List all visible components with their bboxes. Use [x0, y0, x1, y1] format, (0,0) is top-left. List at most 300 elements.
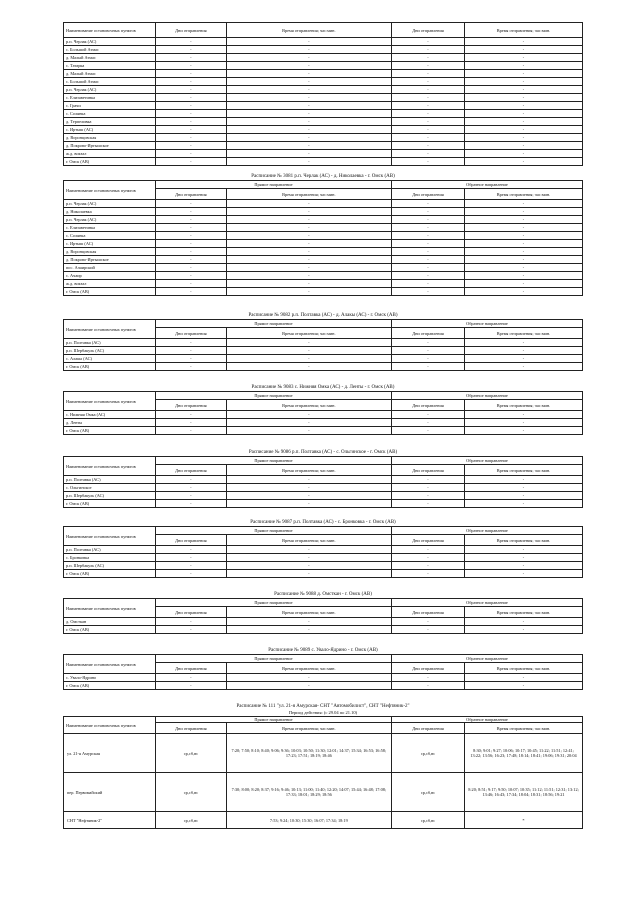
- forward-time: -: [226, 102, 391, 110]
- forward-time: -: [226, 232, 391, 240]
- table-header-row: [64, 457, 583, 465]
- schedule-table: [63, 391, 583, 435]
- forward-days: -: [156, 70, 227, 78]
- forward-time: -: [226, 264, 391, 272]
- backward-days: -: [391, 682, 464, 690]
- header-backward: Обратное направление: [391, 457, 582, 465]
- forward-time: -: [226, 142, 391, 150]
- stop-name: ж.д. вокзал: [64, 280, 156, 288]
- forward-time: -: [226, 492, 391, 500]
- backward-days: -: [391, 339, 464, 347]
- header-days-back: Дни отправления: [391, 723, 464, 734]
- forward-days: -: [155, 280, 226, 288]
- stop-name: г. Омск (АВ): [64, 500, 156, 508]
- backward-days: -: [391, 46, 464, 54]
- forward-days: -: [155, 570, 226, 578]
- forward-days: -: [155, 546, 226, 554]
- schedule-table: [63, 654, 583, 690]
- forward-days: ср,сб,вс: [155, 773, 226, 812]
- header-days: Дни отправления: [155, 465, 226, 476]
- forward-time: -: [226, 288, 391, 296]
- header-time: Время отправления; час:мин.: [226, 328, 391, 339]
- forward-time: -: [226, 272, 391, 280]
- header-stop: Наименование остановочных пунктов: [64, 23, 156, 38]
- backward-time: -: [465, 240, 583, 248]
- forward-time: -: [226, 419, 391, 427]
- stop-name: с. Солянка: [64, 110, 156, 118]
- table-row: [64, 150, 583, 158]
- forward-time: -: [226, 427, 391, 435]
- table-row: [64, 484, 583, 492]
- table-header-row: [64, 527, 583, 535]
- stop-name: г. Омск (АВ): [64, 288, 156, 296]
- schedule-block: [63, 449, 583, 508]
- table-row: [64, 240, 583, 248]
- stop-name: р.п. Шербакуль (АС): [64, 562, 156, 570]
- backward-time: -: [465, 427, 583, 435]
- header-days-back: Дни отправления: [391, 189, 464, 200]
- stop-name: с. Татарка: [64, 62, 156, 70]
- backward-days: -: [391, 256, 464, 264]
- forward-time: -: [226, 355, 391, 363]
- stop-name: с. Ольгинское: [64, 484, 156, 492]
- forward-days: -: [155, 200, 226, 208]
- forward-days: -: [156, 54, 227, 62]
- backward-days: -: [391, 562, 464, 570]
- stop-name: с. Большой Атмас: [64, 46, 156, 54]
- backward-days: -: [391, 78, 464, 86]
- stop-name: г. Омск (АВ): [64, 158, 156, 166]
- header-stop: Наименование остановочных пунктов: [64, 181, 156, 200]
- stop-name: с. Иртыш (АС): [64, 126, 156, 134]
- backward-days: -: [391, 355, 464, 363]
- forward-days: -: [155, 347, 226, 355]
- header-time-back: Время отправления; час:мин.: [465, 465, 583, 476]
- table-row: [64, 554, 583, 562]
- header-forward: Прямое направление: [155, 181, 391, 189]
- backward-time: -: [465, 682, 583, 690]
- stop-name: д. Малый Атмас: [64, 70, 156, 78]
- forward-time: -: [226, 38, 391, 46]
- forward-days: -: [155, 248, 226, 256]
- forward-days: -: [155, 427, 226, 435]
- forward-time: -: [226, 216, 391, 224]
- forward-time: -: [226, 546, 391, 554]
- forward-days: -: [155, 484, 226, 492]
- table-row: [64, 110, 583, 118]
- header-time-back: Время отправления; час:мин.: [465, 607, 583, 618]
- header-stop: Наименование остановочных пунктов: [64, 717, 156, 734]
- forward-time: -: [226, 339, 391, 347]
- schedule-title: Расписание № 9088 д. Омсткан - г. Омск (АВ): [274, 592, 372, 597]
- table-row: [64, 102, 583, 110]
- stop-name: д. Покрово-Иртышское: [64, 142, 156, 150]
- backward-days: -: [391, 347, 464, 355]
- header-time: Время отправления; час:мин.: [226, 465, 391, 476]
- header-backward: Обратное направление: [391, 717, 582, 723]
- table-row: [64, 142, 583, 150]
- stop-name: с. Нижняя Омка (АС): [64, 411, 156, 419]
- stop-name: д. Терпеливка: [64, 118, 156, 126]
- header-backward: Обратное направление: [391, 392, 582, 400]
- backward-days: -: [391, 554, 464, 562]
- table-row: [64, 232, 583, 240]
- forward-time: -: [226, 110, 391, 118]
- forward-time: -: [226, 347, 391, 355]
- header-forward: Прямое направление: [155, 527, 391, 535]
- header-time: Время отправления; час:мин.: [226, 535, 391, 546]
- header-days: Дни отправления: [155, 607, 226, 618]
- backward-time: -: [465, 38, 583, 46]
- forward-time: -: [226, 411, 391, 419]
- backward-time: *: [465, 812, 583, 829]
- backward-days: -: [391, 224, 464, 232]
- table-row: [64, 200, 583, 208]
- schedule-title: Расписание № 9086 р.п. Полтавка (АС) - с. Ольгинское - г. Омск (АВ): [248, 450, 398, 455]
- header-time-back: Время отправления; час:мин.: [465, 723, 583, 734]
- backward-time: -: [465, 134, 583, 142]
- schedule-block: [63, 22, 583, 166]
- backward-days: -: [391, 150, 464, 158]
- forward-days: -: [156, 38, 227, 46]
- forward-time: -: [226, 54, 391, 62]
- stop-name: с. Иртыш (АС): [64, 240, 156, 248]
- backward-time: -: [465, 256, 583, 264]
- header-backward: Обратное направление: [391, 181, 582, 189]
- forward-days: -: [156, 86, 227, 94]
- forward-days: -: [156, 150, 227, 158]
- schedule-table: [63, 598, 583, 634]
- header-days: Дни отправления: [155, 663, 226, 674]
- table-row: [64, 734, 583, 773]
- table-row: [64, 363, 583, 371]
- forward-time: 7:30; 8:00; 8:20; 8:37; 9:16; 9:46; 10:13; 11:00; 11:40; 12:20; 14:07; 15:44; 16:48; 17:08; 17:33; 18:01; 18:29; 18:56: [226, 773, 391, 812]
- forward-time: -: [226, 118, 391, 126]
- forward-time: 7:20; 7:50; 8:10; 8:40; 9:06; 9:36; 10:03; 10:50; 11:30; 12:01; 14:37; 15:34; 16:53; 16:58; 17:23; 17:51; 18:19; 18:46: [226, 734, 391, 773]
- table-row: [64, 134, 583, 142]
- forward-days: -: [156, 142, 227, 150]
- backward-time: -: [465, 94, 583, 102]
- backward-time: -: [465, 86, 583, 94]
- forward-days: -: [155, 419, 226, 427]
- table-row: [64, 272, 583, 280]
- stop-name: с. Елизаветинка: [64, 224, 156, 232]
- backward-time: -: [465, 618, 583, 626]
- table-row: [64, 158, 583, 166]
- header-backward: Обратное направление: [391, 320, 582, 328]
- header-days: Дни отправления: [156, 23, 227, 38]
- forward-days: -: [156, 158, 227, 166]
- stop-name: р.п. Черлак (АС): [64, 200, 156, 208]
- backward-time: -: [465, 411, 583, 419]
- header-days: Дни отправления: [155, 400, 226, 411]
- forward-time: -: [226, 224, 391, 232]
- stop-name: р.п. Полтавка (АС): [64, 339, 156, 347]
- forward-days: -: [156, 94, 227, 102]
- header-stop: Наименование остановочных пунктов: [64, 599, 156, 618]
- header-backward: Обратное направление: [391, 655, 582, 663]
- table-row: [64, 264, 583, 272]
- header-stop: Наименование остановочных пунктов: [64, 392, 156, 411]
- table-row: [64, 500, 583, 508]
- stop-name: г. Омск (АВ): [64, 427, 156, 435]
- stop-name: г. Омск (АВ): [64, 682, 156, 690]
- table-row: [64, 674, 583, 682]
- backward-time: -: [465, 500, 583, 508]
- table-row: [64, 682, 583, 690]
- schedule-table: [63, 180, 583, 296]
- header-days-back: Дни отправления: [391, 400, 464, 411]
- table-row: [64, 427, 583, 435]
- schedule-table: [63, 319, 583, 371]
- forward-days: -: [155, 208, 226, 216]
- stop-name: с. Увало-Ядрино: [64, 674, 156, 682]
- table-row: [64, 492, 583, 500]
- backward-days: ср,сб,вс: [391, 812, 464, 829]
- header-time-back: Время отправления; час:мин.: [465, 328, 583, 339]
- header-forward: Прямое направление: [155, 655, 391, 663]
- table-row: [64, 248, 583, 256]
- header-backward: Обратное направление: [391, 599, 582, 607]
- forward-time: -: [226, 240, 391, 248]
- backward-time: -: [465, 150, 583, 158]
- table-row: [64, 118, 583, 126]
- forward-days: -: [155, 411, 226, 419]
- backward-days: ср,сб,вс: [391, 773, 464, 812]
- stop-name: пер. Первомайский: [64, 773, 156, 812]
- forward-time: -: [226, 70, 391, 78]
- forward-days: -: [155, 626, 226, 634]
- table-row: [64, 224, 583, 232]
- backward-time: -: [465, 200, 583, 208]
- forward-days: -: [155, 618, 226, 626]
- backward-time: -: [465, 476, 583, 484]
- schedule-table: [63, 526, 583, 578]
- forward-days: -: [155, 339, 226, 347]
- backward-days: -: [391, 158, 464, 166]
- forward-days: -: [156, 102, 227, 110]
- forward-days: -: [156, 62, 227, 70]
- backward-days: -: [391, 70, 464, 78]
- stop-name: д. Николаевка: [64, 208, 156, 216]
- table-row: [64, 570, 583, 578]
- forward-time: -: [226, 134, 391, 142]
- backward-days: -: [391, 240, 464, 248]
- forward-time: -: [226, 94, 391, 102]
- schedule-block: [63, 647, 583, 690]
- forward-time: -: [226, 200, 391, 208]
- backward-time: -: [465, 118, 583, 126]
- header-time: Время отправления; час:мин.: [226, 189, 391, 200]
- backward-time: -: [465, 70, 583, 78]
- forward-days: -: [155, 240, 226, 248]
- header-time-back: Время отправления; час:мин.: [465, 535, 583, 546]
- stop-name: д. Малый Атмас: [64, 54, 156, 62]
- backward-days: -: [391, 546, 464, 554]
- backward-days: -: [391, 134, 464, 142]
- forward-days: -: [155, 232, 226, 240]
- backward-time: -: [465, 280, 583, 288]
- backward-days: -: [391, 363, 464, 371]
- table-row: [64, 86, 583, 94]
- stop-name: с. Большой Атмас: [64, 78, 156, 86]
- table-row: [64, 78, 583, 86]
- table-row: [64, 54, 583, 62]
- forward-time: -: [226, 86, 391, 94]
- backward-days: -: [391, 126, 464, 134]
- stop-name: д. Омсткан: [64, 618, 156, 626]
- forward-time: -: [226, 674, 391, 682]
- backward-time: -: [465, 216, 583, 224]
- schedule-title: Расписание № 3081 р.п. Черлак (АС) - д. Николаевка - г. Омск (АВ): [251, 174, 395, 179]
- backward-days: -: [391, 626, 464, 634]
- backward-time: -: [465, 355, 583, 363]
- header-time: Время отправления; час:мин.: [226, 23, 391, 38]
- table-header-row: [64, 392, 583, 400]
- forward-days: -: [155, 682, 226, 690]
- table-row: [64, 347, 583, 355]
- forward-days: -: [156, 118, 227, 126]
- backward-time: -: [465, 158, 583, 166]
- backward-time: -: [465, 264, 583, 272]
- table-row: [64, 280, 583, 288]
- forward-time: -: [226, 78, 391, 86]
- forward-days: -: [156, 134, 227, 142]
- forward-days: ср,сб,вс: [155, 734, 226, 773]
- backward-time: -: [465, 54, 583, 62]
- forward-days: -: [155, 674, 226, 682]
- table-row: [64, 419, 583, 427]
- backward-days: -: [391, 102, 464, 110]
- forward-time: -: [226, 280, 391, 288]
- schedule-title: Расписание № 9083 с. Нижняя Омка (АС) - д. Ленты - г. Омск (АВ): [251, 385, 395, 390]
- forward-days: -: [155, 476, 226, 484]
- stop-name: с. Солянка: [64, 232, 156, 240]
- backward-days: -: [391, 38, 464, 46]
- forward-time: -: [226, 248, 391, 256]
- header-time-back: Время отправления; час:мин.: [465, 23, 583, 38]
- stop-name: р.п. Черлак (АС): [64, 216, 156, 224]
- backward-time: 8:20; 8:51; 9:17; 9:50; 10:07; 10:35; 11:12; 11:51; 12:31; 13:12; 13:46; 16:43; 17:34; 18:04; 18:31; 18:56; 19:21: [465, 773, 583, 812]
- schedule-block: [63, 519, 583, 578]
- backward-time: 8:30; 9:01; 9:27; 10:06; 10:17; 10:45; 11:22; 11:51; 12:41; 13:22; 13:56; 16:23; 17:48; 18:14; 18:41; 19:06; 19:31; 20:04: [465, 734, 583, 773]
- header-days-back: Дни отправления: [391, 607, 464, 618]
- stop-name: ул. 21-я Амурская: [64, 734, 156, 773]
- forward-days: -: [155, 288, 226, 296]
- table-row: [64, 62, 583, 70]
- schedule-block: [63, 703, 583, 829]
- forward-days: -: [156, 46, 227, 54]
- header-forward: Прямое направление: [155, 320, 391, 328]
- header-days: Дни отправления: [155, 189, 226, 200]
- backward-days: -: [391, 674, 464, 682]
- forward-days: -: [155, 492, 226, 500]
- schedule-block: [63, 591, 583, 634]
- table-row: [64, 126, 583, 134]
- stop-name: с. Бронковка: [64, 554, 156, 562]
- header-forward: Прямое направление: [155, 599, 391, 607]
- backward-time: -: [465, 570, 583, 578]
- backward-days: -: [391, 62, 464, 70]
- table-row: [64, 216, 583, 224]
- backward-days: -: [391, 118, 464, 126]
- forward-time: -: [226, 46, 391, 54]
- header-stop: Наименование остановочных пунктов: [64, 527, 156, 546]
- forward-days: -: [155, 562, 226, 570]
- header-days-back: Дни отправления: [391, 465, 464, 476]
- backward-time: -: [465, 419, 583, 427]
- backward-days: -: [391, 484, 464, 492]
- backward-time: -: [465, 272, 583, 280]
- backward-time: -: [465, 626, 583, 634]
- schedule-period: Период действия: (с 29.04 по 21.10): [288, 710, 358, 715]
- forward-time: -: [226, 158, 391, 166]
- backward-time: -: [465, 208, 583, 216]
- forward-time: -: [226, 500, 391, 508]
- backward-time: -: [465, 126, 583, 134]
- forward-days: -: [155, 256, 226, 264]
- schedule-block: [63, 173, 583, 296]
- forward-time: -: [226, 208, 391, 216]
- table-header-row: [64, 23, 583, 38]
- table-header-row: [64, 320, 583, 328]
- backward-days: -: [391, 264, 464, 272]
- header-forward: Прямое направление: [155, 457, 391, 465]
- header-time: Время отправления; час:мин.: [226, 607, 391, 618]
- table-row: [64, 339, 583, 347]
- header-days-back: Дни отправления: [391, 535, 464, 546]
- backward-days: -: [391, 411, 464, 419]
- header-stop: Наименование остановочных пунктов: [64, 320, 156, 339]
- header-time: Время отправления; час:мин.: [226, 723, 391, 734]
- backward-days: -: [391, 280, 464, 288]
- table-row: [64, 94, 583, 102]
- forward-days: -: [156, 78, 227, 86]
- table-row: [64, 546, 583, 554]
- stop-name: ж.д. вокзал: [64, 150, 156, 158]
- backward-time: -: [465, 62, 583, 70]
- backward-time: -: [465, 484, 583, 492]
- backward-days: -: [391, 288, 464, 296]
- forward-time: -: [226, 363, 391, 371]
- forward-days: -: [156, 110, 227, 118]
- stop-name: р.п. Полтавка (АС): [64, 476, 156, 484]
- header-days: Дни отправления: [155, 535, 226, 546]
- forward-time: -: [226, 618, 391, 626]
- table-row: [64, 355, 583, 363]
- backward-days: -: [391, 200, 464, 208]
- stop-name: р.п. Шербакуль (АС): [64, 492, 156, 500]
- backward-time: -: [465, 363, 583, 371]
- backward-time: -: [465, 102, 583, 110]
- forward-days: -: [155, 224, 226, 232]
- backward-days: -: [391, 232, 464, 240]
- header-forward: Прямое направление: [155, 392, 391, 400]
- stop-name: г. Омск (АВ): [64, 363, 156, 371]
- header-time-back: Время отправления; час:мин.: [465, 400, 583, 411]
- header-forward: Прямое направление: [155, 717, 391, 723]
- backward-days: -: [391, 492, 464, 500]
- table-row: [64, 411, 583, 419]
- header-time-back: Время отправления; час:мин.: [465, 189, 583, 200]
- stop-name: с. Елизаветинка: [64, 94, 156, 102]
- table-header-row: [64, 599, 583, 607]
- schedule-table: [63, 716, 583, 829]
- header-days-back: Дни отправления: [391, 663, 464, 674]
- forward-days: -: [155, 216, 226, 224]
- header-backward: Обратное направление: [391, 527, 582, 535]
- schedule-title: Расписание № 9089 с. Увало-Ядрино - г. Омск (АВ): [268, 648, 378, 653]
